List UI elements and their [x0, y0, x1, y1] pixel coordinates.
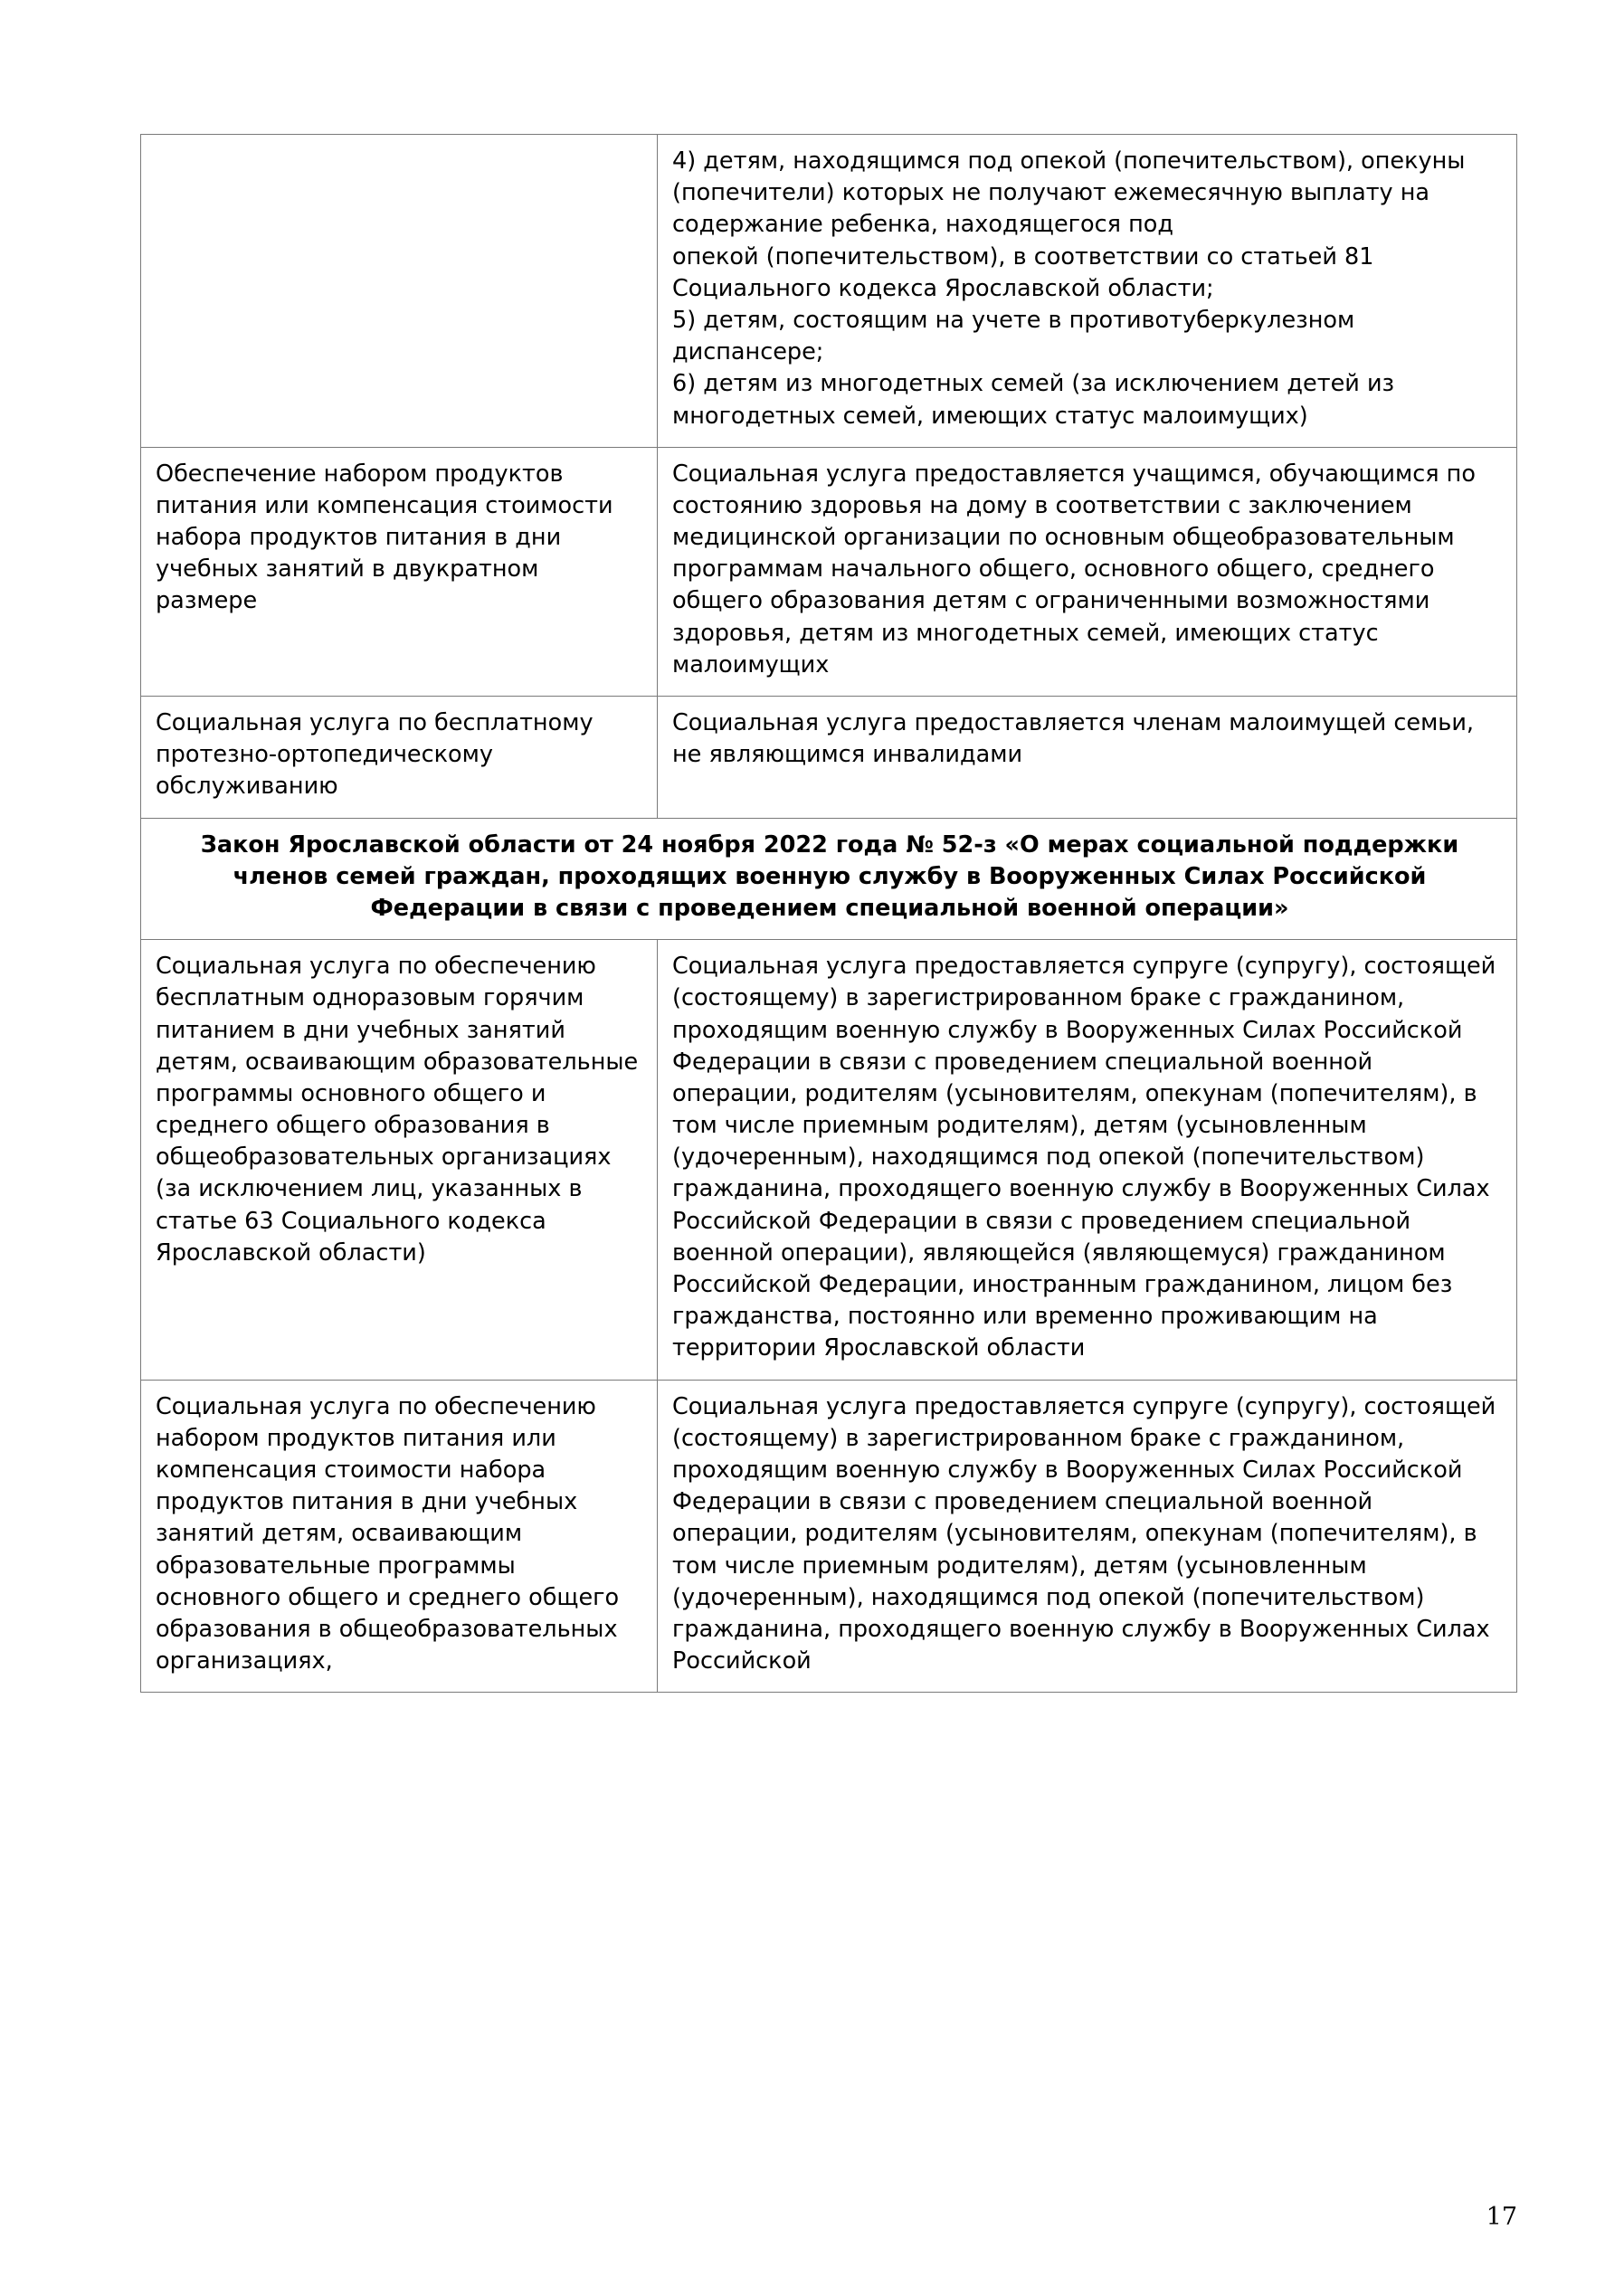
table-cell-left-empty [141, 135, 658, 448]
table-cell-left [141, 1380, 658, 1693]
paragraph: 4) детям, находящимся под опекой (попечительством), опекуны (попечители) которых не получают ежемесячную выплату на содержание ребенка, находящегося под [672, 147, 1466, 239]
table-row [141, 1380, 1517, 1693]
table-body [141, 135, 1517, 1693]
law-heading: Закон Ярославской области от 24 ноября 2022 года № 52-з «О мерах социальной поддержки членов семей граждан, проходящих военную службу в Вооруженных Силах Российской Федерации в связи с проведением специальной военной операции» [141, 818, 1517, 940]
table-row [141, 940, 1517, 1380]
table-row [141, 447, 1517, 696]
table-row [141, 697, 1517, 819]
table-cell-right [658, 447, 1517, 696]
paragraph: Социальная услуга предоставляется супруге (супругу), состоящей (состоящему) в зарегистрированном браке с гражданином, проходящим военную службу в Вооруженных Силах Российской Федерации в связи с проведением специальной военной операции, родителям (усыновителям, опекунам (попечителям), в том числе приемным родителям), детям (усыновленным (удочеренным), находящимся под опекой (попечительством) гражданина, проходящего военную службу в Вооруженных Силах Российской Федерации в связи с проведением специальной военной операции), являющейся (являющемуся) гражданином Российской Федерации, иностранным гражданином, лицом без гражданства, постоянно или временно проживающим на территории Ярославской области [672, 953, 1496, 1362]
paragraph: Социальная услуга по бесплатному протезно-ортопедическому обслуживанию [156, 709, 594, 801]
social-services-table [140, 134, 1517, 1693]
page-number: 17 [1486, 2203, 1517, 2231]
paragraph: 5) детям, состоящим на учете в противотуберкулезном диспансере; [672, 306, 1355, 366]
paragraph: Социальная услуга предоставляется членам малоимущей семьи, не являющимся инвалидами [672, 709, 1475, 769]
paragraph: Социальная услуга по обеспечению набором продуктов питания или компенсация стоимости набора продуктов питания в дни учебных занятий детям, осваивающим образовательные программы основного общего и среднего общего образования в общеобразовательных организациях, [156, 1392, 620, 1675]
table-cell-right [658, 1380, 1517, 1693]
table-row [141, 135, 1517, 448]
table-cell-left [141, 447, 658, 696]
table-cell-right [658, 697, 1517, 819]
paragraph: Социальная услуга предоставляется учащимся, обучающимся по состоянию здоровья на дому в соответствии с заключением медицинской организации по основным общеобразовательным программам начального общего, основного общего, среднего общего образования детям с ограниченными возможностями здоровья, детям из многодетных семей, имеющих статус малоимущих [672, 460, 1476, 679]
paragraph: Социальная услуга предоставляется супруге (супругу), состоящей (состоящему) в зарегистрированном браке с гражданином, проходящим военную службу в Вооруженных Силах Российской Федерации в связи с проведением специальной военной операции, родителям (усыновителям, опекунам (попечителям), в том числе приемным родителям), детям (усыновленным (удочеренным), находящимся под опекой (попечительством) гражданина, проходящего военную службу в Вооруженных Силах Российской [672, 1392, 1496, 1675]
table-cell-left [141, 697, 658, 819]
paragraph: (за исключением лиц, указанных в статье 63 Социального кодекса Ярославской области) [156, 1175, 583, 1267]
paragraph: Обеспечение набором продуктов питания или компенсация стоимости набора продуктов питания в дни учебных занятий в двукратном размере [156, 460, 613, 615]
paragraph: Социальная услуга по обеспечению бесплатным одноразовым горячим питанием в дни учебных занятий детям, осваивающим образовательные программы основного общего и среднего общего образования в общеобразовательных организациях [156, 953, 639, 1172]
table-cell-left [141, 940, 658, 1380]
table-row-heading [141, 818, 1517, 940]
paragraph: 6) детям из многодетных семей (за исключением детей из многодетных семей, имеющих статус малоимущих) [672, 370, 1395, 430]
table-cell-right [658, 135, 1517, 448]
paragraph: опекой (попечительством), в соответствии со статьей 81 Социального кодекса Ярославской области; [672, 242, 1374, 302]
table-cell-right [658, 940, 1517, 1380]
